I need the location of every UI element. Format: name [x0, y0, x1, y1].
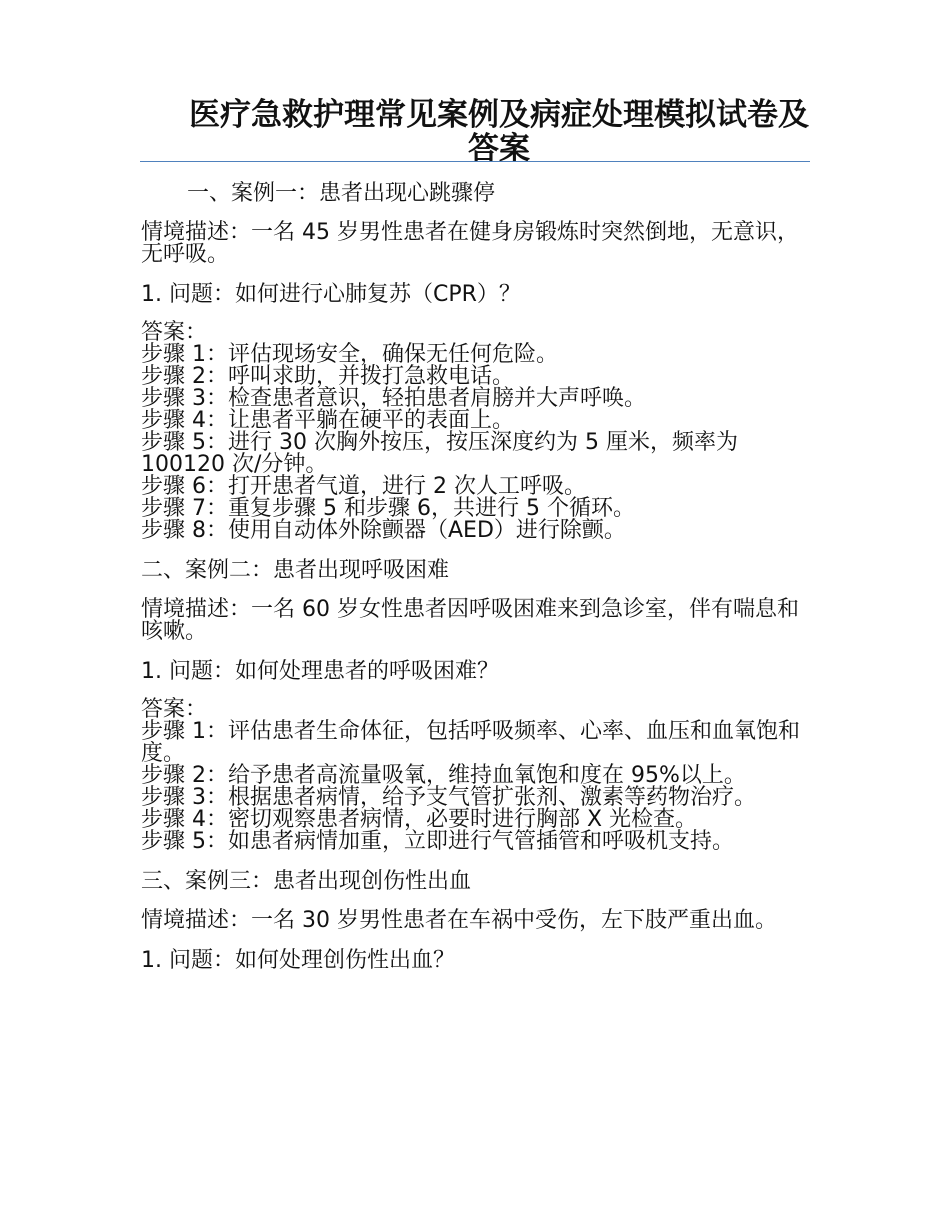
case1-step-3: 步骤 3：检查患者意识，轻拍患者肩膀并大声呼唤。	[141, 386, 646, 411]
case2-scenario: 情境描述：一名 60 岁女性患者因呼吸困难来到急诊室，伴有喘息和咳嗽。	[141, 597, 799, 644]
case1-step-1: 步骤 1：评估现场安全，确保无任何危险。	[141, 342, 558, 367]
case2-answer-label: 答案：	[141, 697, 208, 722]
case1-step-7: 步骤 7：重复步骤 5 和步骤 6，共进行 5 个循环。	[141, 496, 635, 521]
document-body	[141, 178, 811, 988]
case2-heading: 二、案例二：患者出现呼吸困难	[141, 558, 450, 583]
case1-step-6: 步骤 6：打开患者气道，进行 2 次人工呼吸。	[141, 474, 586, 499]
case1-step-2: 步骤 2：呼叫求助，并拨打急救电话。	[141, 364, 514, 389]
case1-answer	[141, 322, 811, 542]
document-title: 医疗急救护理常见案例及病症处理模拟试卷及答案	[189, 97, 809, 167]
case3-heading: 三、案例三：患者出现创伤性出血	[141, 869, 472, 894]
case1-scenario: 情境描述：一名 45 岁男性患者在健身房锻炼时突然倒地，无意识，无呼吸。	[141, 220, 799, 267]
case1-step-4: 步骤 4：让患者平躺在硬平的表面上。	[141, 408, 514, 433]
case3-scenario: 情境描述：一名 30 岁男性患者在车祸中受伤，左下肢严重出血。	[141, 908, 777, 933]
case3-question: 1. 问题：如何处理创伤性出血？	[141, 948, 455, 973]
case2-answer	[141, 699, 811, 853]
case2-step-3: 步骤 3：根据患者病情，给予支气管扩张剂、激素等药物治疗。	[141, 785, 756, 810]
case1-heading: 一、案例一：患者出现心跳骤停	[187, 181, 496, 206]
case1-step-8: 步骤 8：使用自动体外除颤器（AED）进行除颤。	[141, 518, 626, 543]
case1-answer-label: 答案：	[141, 320, 208, 345]
case1-question: 1. 问题：如何进行心肺复苏（CPR）？	[141, 282, 521, 307]
title-underline	[140, 161, 810, 162]
case2-step-4: 步骤 4：密切观察患者病情，必要时进行胸部 X 光检查。	[141, 807, 698, 832]
case2-question: 1. 问题：如何处理患者的呼吸困难？	[141, 659, 499, 684]
case1-step-5: 步骤 5：进行 30 次胸外按压，按压深度约为 5 厘米，频率为 100120 次/分钟。	[141, 430, 738, 477]
case2-step-1: 步骤 1：评估患者生命体征，包括呼吸频率、心率、血压和血氧饱和度。	[141, 719, 800, 766]
case2-step-5: 步骤 5：如患者病情加重，立即进行气管插管和呼吸机支持。	[141, 829, 734, 854]
case2-step-2: 步骤 2：给予患者高流量吸氧，维持血氧饱和度在 95%以上。	[141, 763, 746, 788]
